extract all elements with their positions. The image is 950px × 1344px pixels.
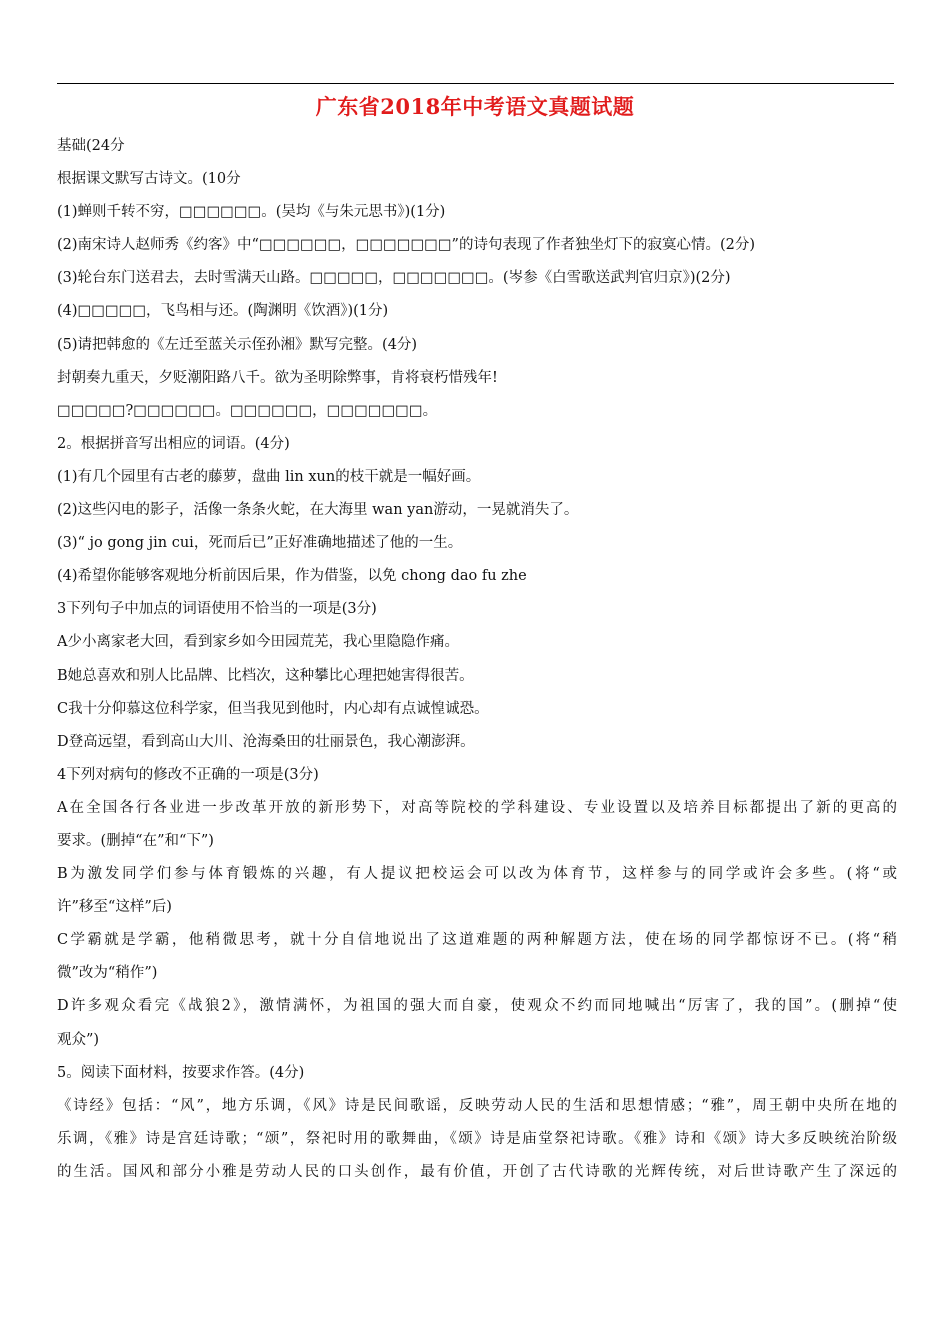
option-item: A少小离家老大回，看到家乡如今田园荒芜，我心里隐隐作痛。 — [57, 634, 459, 651]
question-heading: 根据课文默写古诗文。(10分 — [57, 171, 241, 188]
question-item: (2)南宋诗人赵师秀《约客》中“□□□□□□，□□□□□□□”的诗句表现了作者独坐灯下的寂寞心情。(2分) — [57, 237, 756, 254]
page-title: 广东省2018年中考语文真题试题 — [315, 94, 635, 119]
option-continuation: 要求。(删掉“在”和“下”) — [57, 832, 214, 849]
option-continuation: 微”改为“稍作”) — [57, 965, 158, 982]
question-item: (3)“ jo gong jin cui，死而后已”正好准确地描述了他的一生。 — [57, 535, 463, 552]
question-item: (4)希望你能够客观地分析前因后果，作为借鉴，以免 chong dao fu zhe — [57, 568, 527, 585]
question-heading: 5。阅读下面材料，按要求作答。(4分) — [57, 1064, 305, 1081]
question-heading: 3下列句子中加点的词语使用不恰当的一项是(3分) — [57, 601, 377, 618]
question-item: (2)这些闪电的影子，活像一条条火蛇，在大海里 wan yan游动，一晃就消失了。 — [57, 502, 579, 519]
option-item: A在全国各行各业进一步改革开放的新形势下，对高等院校的学科建设、专业设置以及培养目标都提出了新的更高的 — [57, 799, 897, 816]
question-item: (5)请把韩愈的《左迁至蓝关示侄孙湘》默写完整。(4分) — [57, 336, 418, 353]
option-item: C学霸就是学霸，他稍微思考，就十分自信地说出了这道难题的两种解题方法，使在场的同学都惊讶不已。(将“稍 — [57, 932, 897, 949]
option-item: D许多观众看完《战狼2》，激情满怀，为祖国的强大而自豪，使观众不约而同地喊出“厉害了，我的国”。(删掉“使 — [57, 998, 897, 1015]
option-item: C我十分仰慕这位科学家，但当我见到他时，内心却有点诚惶诚恐。 — [57, 700, 489, 717]
passage-line: 《诗经》包括：“风”，地方乐调，《风》诗是民间歌谣，反映劳动人民的生活和思想情感；“雅”，周王朝中央所在地的 — [57, 1097, 897, 1114]
question-heading: 2。根据拼音写出相应的词语。(4分) — [57, 435, 290, 452]
question-heading: 4下列对病句的修改不正确的一项是(3分) — [57, 766, 319, 783]
header-rule — [57, 83, 894, 84]
question-item: (4)□□□□□，飞鸟相与还。(陶渊明《饮酒》)(1分) — [57, 303, 389, 320]
poem-line: □□□□□?□□□□□□。□□□□□□，□□□□□□□。 — [57, 402, 438, 419]
section-heading: 基础(24分 — [57, 138, 125, 154]
option-item: D登高远望，看到高山大川、沧海桑田的壮丽景色，我心潮澎湃。 — [57, 733, 475, 750]
passage-line: 乐调，《雅》诗是宫廷诗歌；“颂”，祭祀时用的歌舞曲，《颂》诗是庙堂祭祀诗歌。《雅》诗和《颂》诗大多反映统治阶级 — [57, 1130, 897, 1147]
option-item: B为激发同学们参与体育锻炼的兴趣，有人提议把校运会可以改为体育节，这样参与的同学或许会多些。(将“或 — [57, 866, 897, 883]
question-item: (1)有几个园里有古老的藤萝，盘曲 lin xun的枝干就是一幅好画。 — [57, 468, 481, 485]
option-continuation: 许”移至“这样”后) — [57, 899, 172, 916]
poem-line: 封朝奏九重天，夕贬潮阳路八千。欲为圣明除弊事，肯将衰朽惜残年! — [57, 369, 498, 386]
document-body — [57, 130, 897, 1189]
option-item: B她总喜欢和别人比品牌、比档次，这种攀比心理把她害得很苦。 — [57, 667, 474, 684]
question-item: (3)轮台东门送君去，去时雪满天山路。□□□□□，□□□□□□□。(岑参《白雪歌送武判官归京》)(2分) — [57, 270, 731, 287]
question-item: (1)蝉则千转不穷，□□□□□□。(吴均《与朱元思书》)(1分) — [57, 204, 446, 221]
option-continuation: 观众”) — [57, 1031, 100, 1048]
passage-line: 的生活。国风和部分小雅是劳动人民的口头创作，最有价值，开创了古代诗歌的光辉传统，对后世诗歌产生了深远的 — [57, 1163, 897, 1180]
